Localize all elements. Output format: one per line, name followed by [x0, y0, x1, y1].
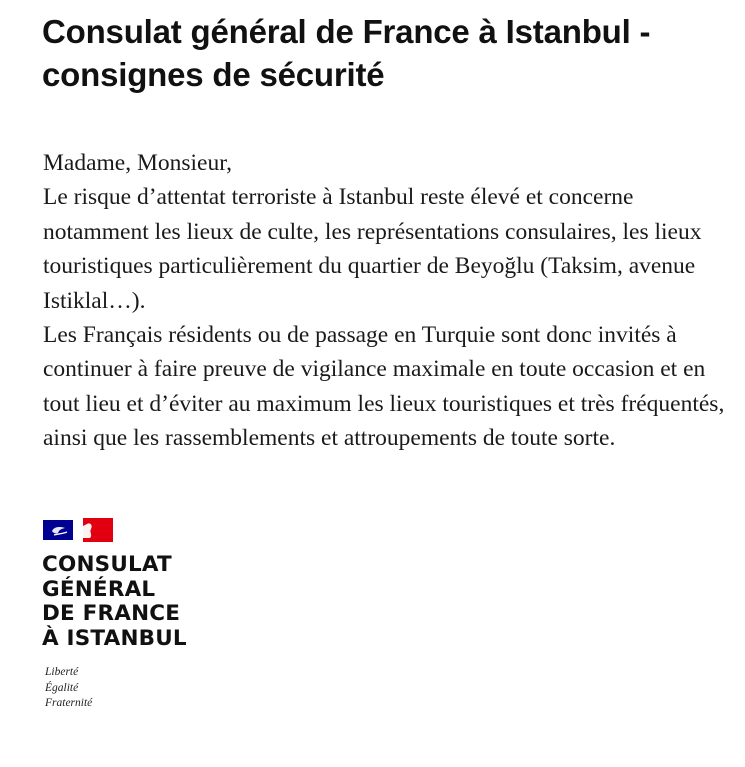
greeting: Madame, Monsieur,	[43, 150, 232, 176]
paragraph-risk: Le risque d’attentat terroriste à Istanbul reste élevé et concerne notamment les lieux de culte, les représentations consulaires, les lieux touristiques particulièrement du quartier de Beyoğlu (Taksim, avenue Istiklal…).	[43, 184, 702, 314]
logo-line: GÉNÉRAL	[42, 576, 156, 602]
consulate-name	[42, 553, 187, 651]
motto-line: Fraternité	[45, 697, 93, 709]
motto-line: Liberté	[45, 666, 79, 678]
republic-motto	[45, 665, 92, 712]
logo-line: À ISTANBUL	[42, 625, 187, 651]
paragraph-advice: Les Français résidents ou de passage en Turquie sont donc invités à continuer à faire preuve de vigilance maximale en toute occasion et en tout lieu et d’éviter au maximum les lieux touristiques et très fréquentés, ainsi que les rassemblements et attroupements de toute sorte.	[43, 322, 725, 452]
article-body	[43, 146, 733, 456]
motto-line: Égalité	[45, 681, 79, 694]
logo-line: DE FRANCE	[42, 601, 181, 627]
consulate-logo	[40, 515, 240, 725]
logo-line: CONSULAT	[42, 552, 172, 577]
page-title: Consulat général de France à Istanbul - consignes de sécurité	[42, 13, 651, 93]
marianne-flag-icon	[43, 518, 113, 542]
